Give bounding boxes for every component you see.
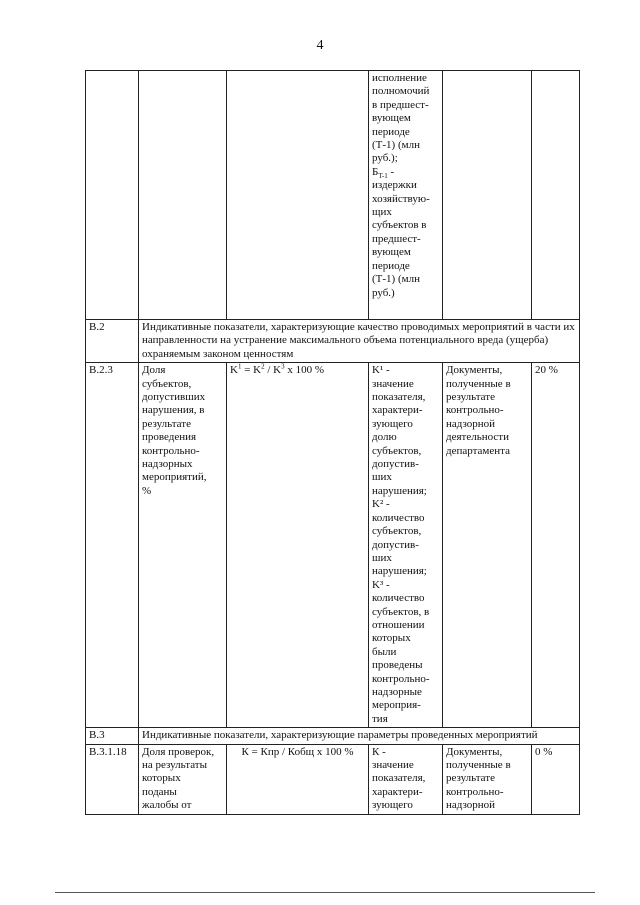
text-line: результате — [142, 417, 191, 430]
text-line: Документы, — [446, 745, 503, 758]
text-line: К - — [372, 745, 386, 758]
text-line: характери- — [372, 404, 423, 417]
text-line: проведены — [372, 659, 423, 672]
indicators-table — [85, 70, 580, 815]
text-line: контрольно- — [446, 785, 504, 798]
text-line: руб.) — [372, 286, 395, 299]
cell-source — [443, 71, 532, 320]
text-line: надзорной — [446, 417, 496, 430]
text-line: полномочий — [372, 85, 430, 98]
text-line: Доля проверок, — [142, 745, 215, 758]
table-row-b3118 — [86, 744, 580, 814]
formula-sup-3: 3 — [281, 362, 285, 371]
description-lines — [372, 72, 439, 300]
indicator-target: 20 % — [532, 363, 580, 728]
table-row-b23 — [86, 363, 580, 728]
indicator-code: В.2.3 — [86, 363, 139, 728]
text-line: мероприятий, — [142, 471, 207, 484]
table-row-continuation — [86, 71, 580, 320]
text-line: надзорных — [142, 458, 193, 471]
text-line: K³ - — [372, 578, 390, 591]
indicator-source — [443, 363, 532, 728]
formula-eq: = K — [241, 364, 262, 377]
text-line: мероприя- — [372, 699, 421, 712]
section-code: В.2 — [86, 320, 139, 363]
text-line: нарушения; — [372, 565, 427, 578]
text-line: допустив- — [372, 538, 419, 551]
text-line: периоде — [372, 259, 410, 272]
text-line: K² - — [372, 498, 390, 511]
text-line: вующем — [372, 112, 411, 125]
text-line: департамента — [446, 444, 510, 457]
formula-sup-1: 1 — [237, 362, 242, 371]
formula-sup-2: 2 — [261, 362, 265, 371]
description-lines — [372, 364, 439, 726]
text-line: K¹ - — [372, 364, 390, 377]
indicator-name-lines — [142, 746, 223, 813]
text-line: которых — [372, 632, 411, 645]
page-bottom-rule — [55, 892, 595, 893]
text-line: полученные в — [446, 759, 511, 771]
indicator-formula — [227, 363, 369, 728]
text-line: результате — [446, 772, 495, 785]
indicator-description — [369, 363, 443, 728]
text-line: нарушения, в — [142, 404, 205, 417]
description-lines — [372, 746, 439, 813]
cell-target — [532, 71, 580, 320]
text-line: исполнение — [372, 72, 427, 84]
text-line: показателя, — [372, 772, 426, 785]
indicator-name-lines — [142, 364, 223, 498]
text-line: отношении — [372, 618, 425, 631]
text-line: допустив- — [372, 458, 419, 471]
text-line: (Т-1) (млн — [372, 139, 420, 152]
text-line: руб.); — [372, 152, 398, 165]
text-line: жалобы от — [142, 799, 192, 812]
text-line: Документы, — [446, 364, 503, 377]
text-line: тия — [372, 712, 388, 725]
indicator-name — [139, 363, 227, 728]
section-code: В.3 — [86, 728, 139, 744]
text-line: долю — [372, 431, 397, 444]
text-line: были — [372, 645, 397, 658]
text-line: поданы — [142, 785, 177, 798]
text-line: в предшест- — [372, 98, 429, 111]
text-line: надзорные — [372, 685, 422, 698]
page-number: 4 — [316, 38, 324, 53]
text-line: показателя, — [372, 391, 426, 404]
text-line: контрольно- — [372, 672, 430, 685]
text-line: количество — [372, 592, 425, 605]
text-line: контрольно- — [142, 444, 200, 457]
text-line — [372, 166, 439, 179]
text-line: допустивших — [142, 391, 206, 404]
text-line: ших — [372, 551, 392, 564]
section-title: Индикативные показатели, характеризующие качество проводимых мероприятий в части их направленности на устранение максимального объема потенциального вреда (ущерба) охраняемым законом ценностям — [139, 320, 580, 363]
formula-div: / K — [264, 364, 282, 377]
indicator-formula: К = Кпр / Кобщ x 100 % — [227, 744, 369, 814]
formula-k1: K — [230, 364, 238, 377]
cell-description — [369, 71, 443, 320]
text-line: зующего — [372, 799, 413, 812]
text-line: проведения — [142, 431, 197, 444]
text-line: ших — [372, 471, 392, 484]
text-line: щих — [372, 206, 392, 219]
text-line: Доля — [142, 364, 166, 377]
text-line: количество — [372, 511, 425, 524]
formula-tail: x 100 % — [284, 364, 325, 377]
text-line: которых — [142, 772, 181, 785]
b-rest: - — [387, 165, 395, 178]
section-row-b3 — [86, 728, 580, 744]
source-lines — [446, 746, 528, 813]
indicator-name — [139, 744, 227, 814]
source-lines — [446, 364, 528, 458]
section-row-b2 — [86, 320, 580, 363]
text-line: результате — [446, 391, 495, 404]
text-line: надзорной — [446, 799, 496, 812]
text-line: % — [142, 484, 152, 497]
text-line: периоде — [372, 125, 410, 138]
text-line: субъектов, — [372, 444, 422, 457]
section-title: Индикативные показатели, характеризующие параметры проведенных мероприятий — [139, 728, 580, 744]
b-subscript: T-1 — [378, 172, 388, 181]
text-line: нарушения; — [372, 484, 427, 497]
indicator-source — [443, 744, 532, 814]
cell-formula — [227, 71, 369, 320]
indicator-description — [369, 744, 443, 814]
text-line: субъектов, — [142, 377, 192, 390]
text-line: полученные в — [446, 377, 511, 390]
text-line: предшест- — [372, 232, 421, 245]
text-line: на результаты — [142, 759, 207, 771]
indicator-code: В.3.1.18 — [86, 744, 139, 814]
b-symbol: Б — [372, 165, 379, 178]
text-line: субъектов в — [372, 219, 427, 232]
cell-name — [139, 71, 227, 320]
text-line: (Т-1) (млн — [372, 273, 420, 286]
text-line: субъектов, — [372, 525, 422, 538]
text-line: хозяйствую- — [372, 192, 430, 205]
text-line: издержки — [372, 179, 417, 192]
cell-code — [86, 71, 139, 320]
text-line: контрольно- — [446, 404, 504, 417]
text-line: вующем — [372, 246, 411, 259]
text-line: значение — [372, 759, 414, 771]
text-line: характери- — [372, 785, 423, 798]
text-line: деятельности — [446, 431, 509, 444]
text-line: зующего — [372, 417, 413, 430]
text-line: значение — [372, 377, 414, 390]
text-line: субъектов, в — [372, 605, 430, 618]
indicator-target: 0 % — [532, 744, 580, 814]
